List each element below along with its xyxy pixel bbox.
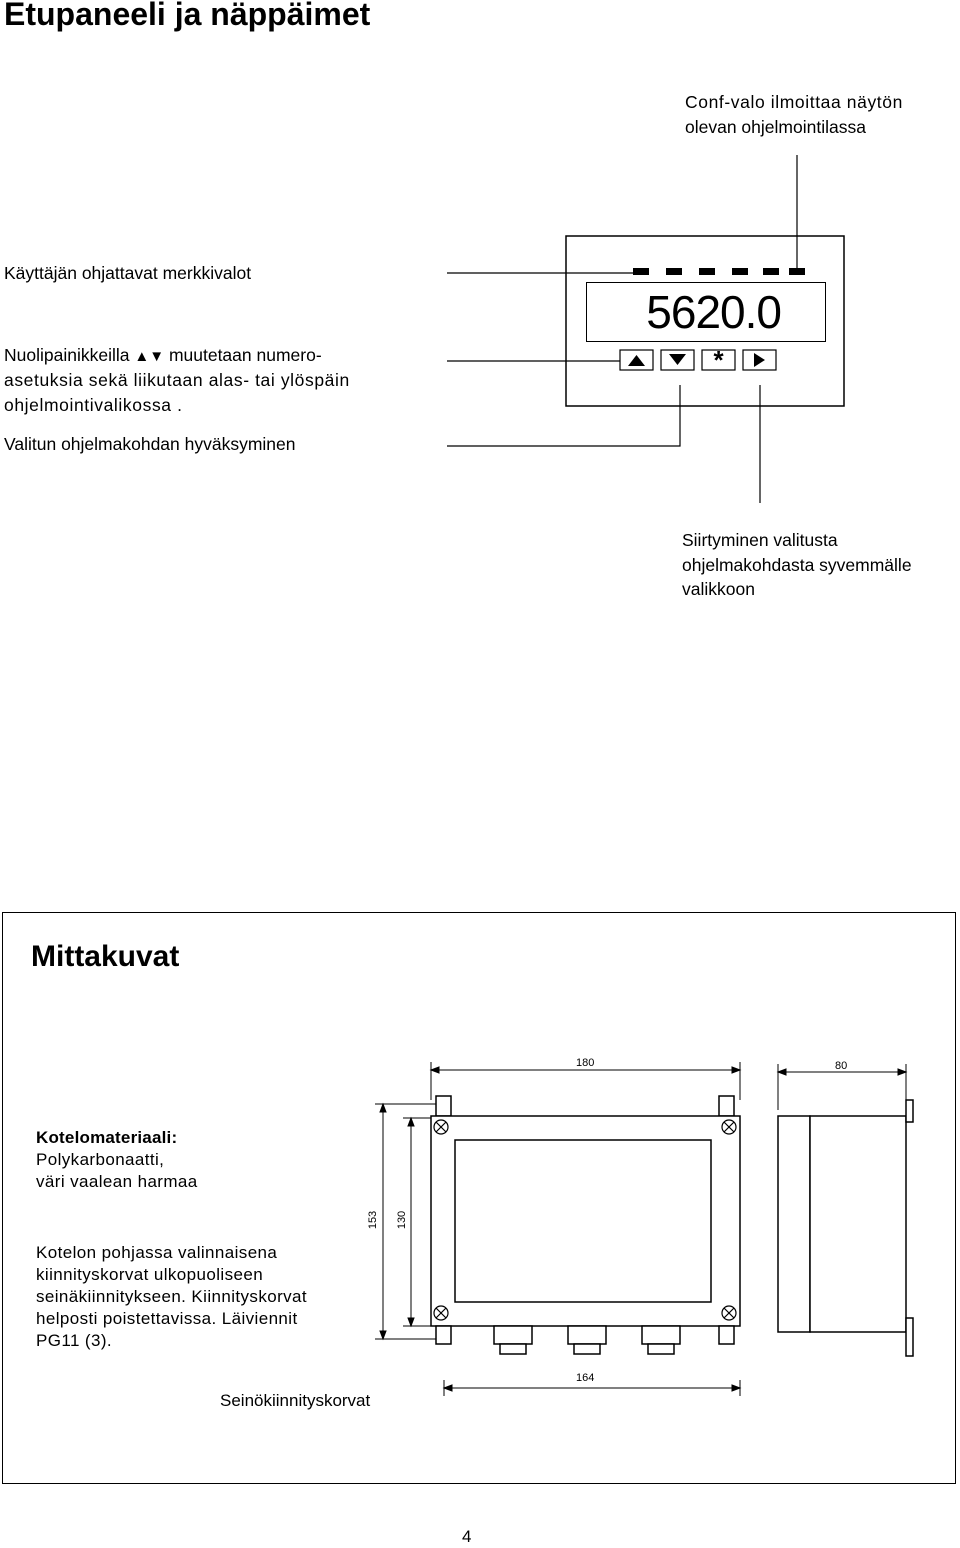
screw-icon <box>434 1120 448 1134</box>
dim-label-80: 80 <box>835 1060 848 1072</box>
dim-label-153: 153 <box>367 1210 380 1230</box>
arrow-label-line3: ohjelmointivalikossa . <box>4 395 183 415</box>
accept-label: Valitun ohjelmakohdan hyväksyminen <box>4 434 296 454</box>
mount-line2: kiinnityskorvat ulkopuoliseen <box>36 1265 264 1284</box>
dim-label-164: 164 <box>576 1372 595 1384</box>
page-title: Etupaneeli ja näppäimet <box>4 0 371 32</box>
arrow-label-line2: asetuksia sekä liikutaan alas- tai ylöspäin <box>4 370 350 390</box>
page-number: 4 <box>462 1527 472 1546</box>
arrow-symbols-icon: ▲▼ <box>134 348 165 365</box>
display-readout: 5620.0 <box>586 282 826 342</box>
material-line1: Polykarbonaatti, <box>36 1150 165 1169</box>
enclosure-side-view <box>778 1100 913 1356</box>
wall-brackets-label: Seinökiinnityskorvat <box>220 1391 371 1410</box>
deeper-label-line3: valikkoon <box>682 579 755 599</box>
dim-label-130: 130 <box>396 1210 409 1230</box>
dimensions-heading: Mittakuvat <box>31 940 180 973</box>
screw-icon <box>434 1306 448 1320</box>
conf-label-line1: Conf-valo ilmoittaa näytön <box>685 92 903 112</box>
screw-icon <box>722 1120 736 1134</box>
arrow-label-post: muutetaan numero- <box>168 345 322 365</box>
material-title: Kotelomateriaali: <box>36 1128 178 1147</box>
material-line2: väri vaalean harmaa <box>36 1172 198 1191</box>
mount-line4: helposti poistettavissa. Läiviennit <box>36 1309 298 1328</box>
enclosure-front-view <box>431 1096 740 1354</box>
indicators-label: Käyttäjän ohjattavat merkkivalot <box>4 263 252 283</box>
mount-line3: seinäkiinnitykseen. Kiinnityskorvat <box>36 1287 308 1306</box>
conf-label-line2: olevan ohjelmointilassa <box>685 117 866 137</box>
mount-line5: PG11 (3). <box>36 1331 113 1350</box>
screw-icon <box>722 1306 736 1320</box>
arrow-label-pre: Nuolipainikkeilla <box>4 345 130 365</box>
deeper-label-line1: Siirtyminen valitusta <box>682 530 838 550</box>
dim-label-180: 180 <box>576 1057 595 1069</box>
star-key-label: * <box>713 345 724 375</box>
deeper-label-line2: ohjelmakohdasta syvemmälle <box>682 555 912 575</box>
mount-line1: Kotelon pohjassa valinnaisena <box>36 1243 278 1262</box>
